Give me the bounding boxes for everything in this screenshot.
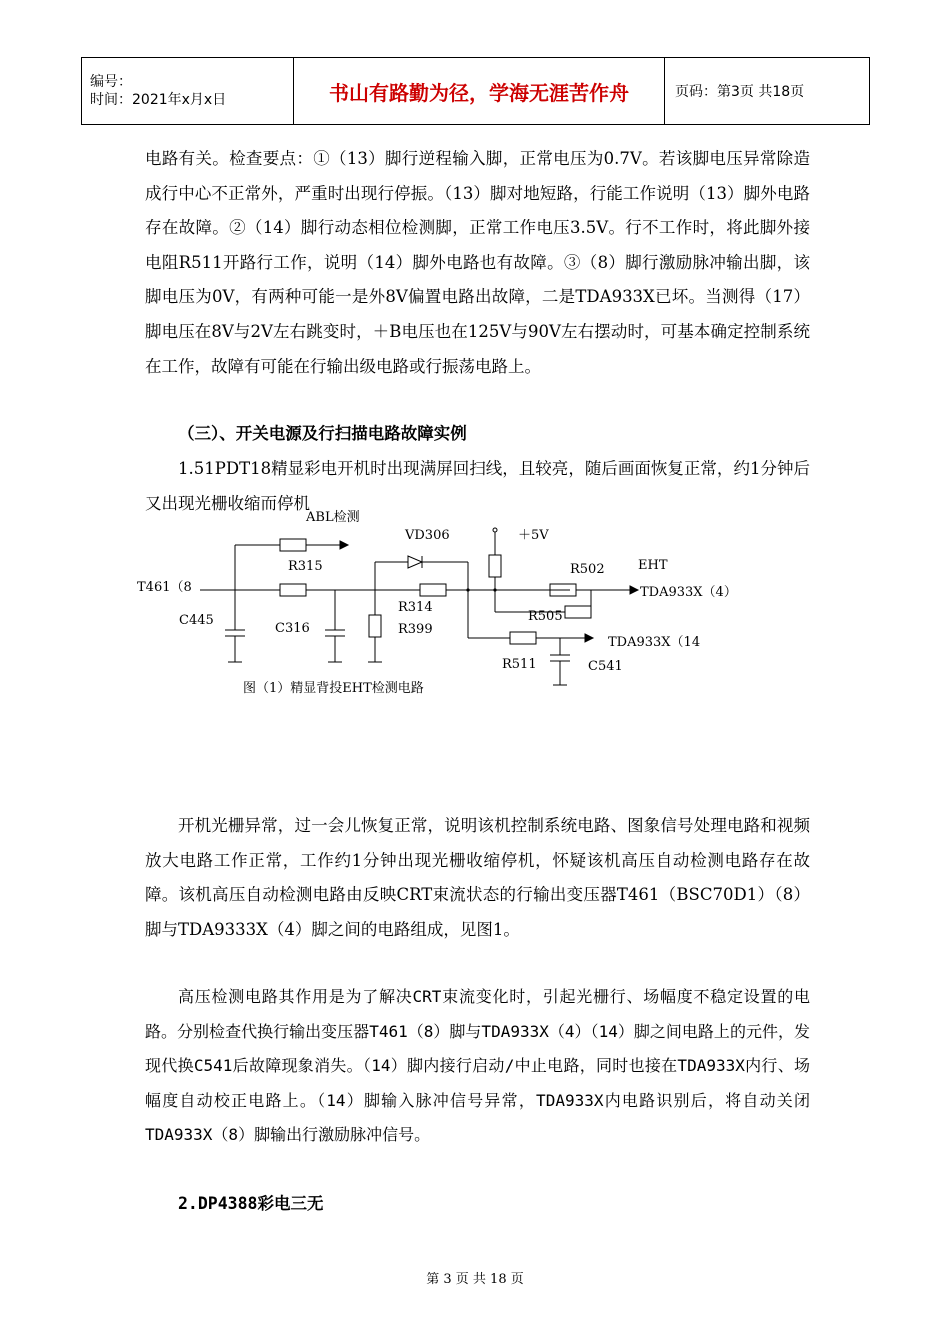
page-footer: 第 3 页 共 18 页 xyxy=(426,1272,524,1287)
label-r511: R511 xyxy=(502,657,537,672)
label-t461: T461（8 xyxy=(137,580,192,595)
label-r502: R502 xyxy=(570,562,605,577)
header-page-label: 页码：第3页 共18页 xyxy=(665,58,870,125)
label-r315: R315 xyxy=(288,559,323,574)
resistor-r399 xyxy=(369,615,381,637)
label-abl: ABL检测 xyxy=(306,510,360,525)
header-left-cell xyxy=(82,58,294,125)
label-tda4: TDA933X（4） xyxy=(640,585,737,600)
label-r399: R399 xyxy=(398,622,433,637)
paragraph-analysis: 开机光栅异常，过一会儿恢复正常，说明该机控制系统电路、图象信号处理电路和视频放大电路工作正常，工作约1分钟出现光栅收缩停机，怀疑该机高压自动检测电路存在故障。该机高压自动检测电路由反映CRT束流状态的行输出变压器T461（BSC70D1）（8）脚与TDA9333X（4）脚之间的电路组成，见图1。 xyxy=(145,816,810,939)
paragraph-check-points: 电路有关。检查要点：①（13）脚行逆程输入脚，正常电压为0.7V。若该脚电压异常除造成行中心不正常外，严重时出现行停振。（13）脚对地短路，行能工作说明（13）脚外电路存在故障。②（14）脚行动态相位检测脚，正常工作电压3.5V。行不工作时，将此脚外接电阻R511开路行工作，说明（14）脚外电路也有故障。③（8）脚行激励脉冲输出脚，该脚电压为0V，有两种可能一是外8V偏置电路出故障，二是TDA933X已坏。当测得（17）脚电压在8V与2V左右跳变时，＋B电压也在125V与90V左右摆动时，可基本确定控制系统在工作，故障有可能在行输出级电路或行振荡电路上。 xyxy=(145,149,810,376)
section-heading: （三）、开关电源及行扫描电路故障实例 xyxy=(178,424,467,443)
resistor-r511 xyxy=(510,632,536,644)
label-tda14: TDA933X（14 xyxy=(608,635,701,650)
label-eht: EHT xyxy=(638,558,668,573)
header-motto: 书山有路勤为径，学海无涯苦作舟 xyxy=(294,58,665,125)
label-c445: C445 xyxy=(179,613,214,628)
resistor-r-main xyxy=(280,584,306,596)
resistor-r314 xyxy=(420,584,446,596)
case1-title: 1.51PDT18精显彩电开机时出现满屏回扫线，且较亮，随后画面恢复正常，约1分钟后又出现光栅收缩而停机 xyxy=(145,459,810,513)
label-c541: C541 xyxy=(588,659,623,674)
paragraph-hv-detection: 高压检测电路其作用是为了解决CRT束流变化时，引起光栅行、场幅度不稳定设置的电路。分别检查代换行输出变压器T461（8）脚与TDA933X（4）（14）脚之间电路上的元件，发现代换C541后故障现象消失。（14）脚内接行启动/中止电路，同时也接在TDA933X内行、场幅度自动校正电路上。（14）脚输入脉冲信号异常，TDA933X内电路识别后，将自动关闭TDA933X（8）脚输出行激励脉冲信号。 xyxy=(145,987,810,1145)
label-vd306: VD306 xyxy=(405,528,450,543)
date-label: 时间：2021年x月x日 xyxy=(90,92,227,108)
label-c316: C316 xyxy=(275,621,310,636)
label-plus5v: ＋5V xyxy=(518,528,549,543)
resistor-r315 xyxy=(280,539,306,551)
figure-caption: 图（1）精显背投EHT检测电路 xyxy=(243,681,424,696)
number-label: 编号： xyxy=(90,74,132,90)
label-r314: R314 xyxy=(398,600,433,615)
label-r505: R505 xyxy=(528,609,563,624)
header-table xyxy=(81,57,870,125)
resistor-r5v xyxy=(489,555,501,577)
case2-title: 2.DP4388彩电三无 xyxy=(178,1194,324,1213)
resistor-r505 xyxy=(565,606,591,618)
eht-detection-circuit xyxy=(130,500,750,700)
